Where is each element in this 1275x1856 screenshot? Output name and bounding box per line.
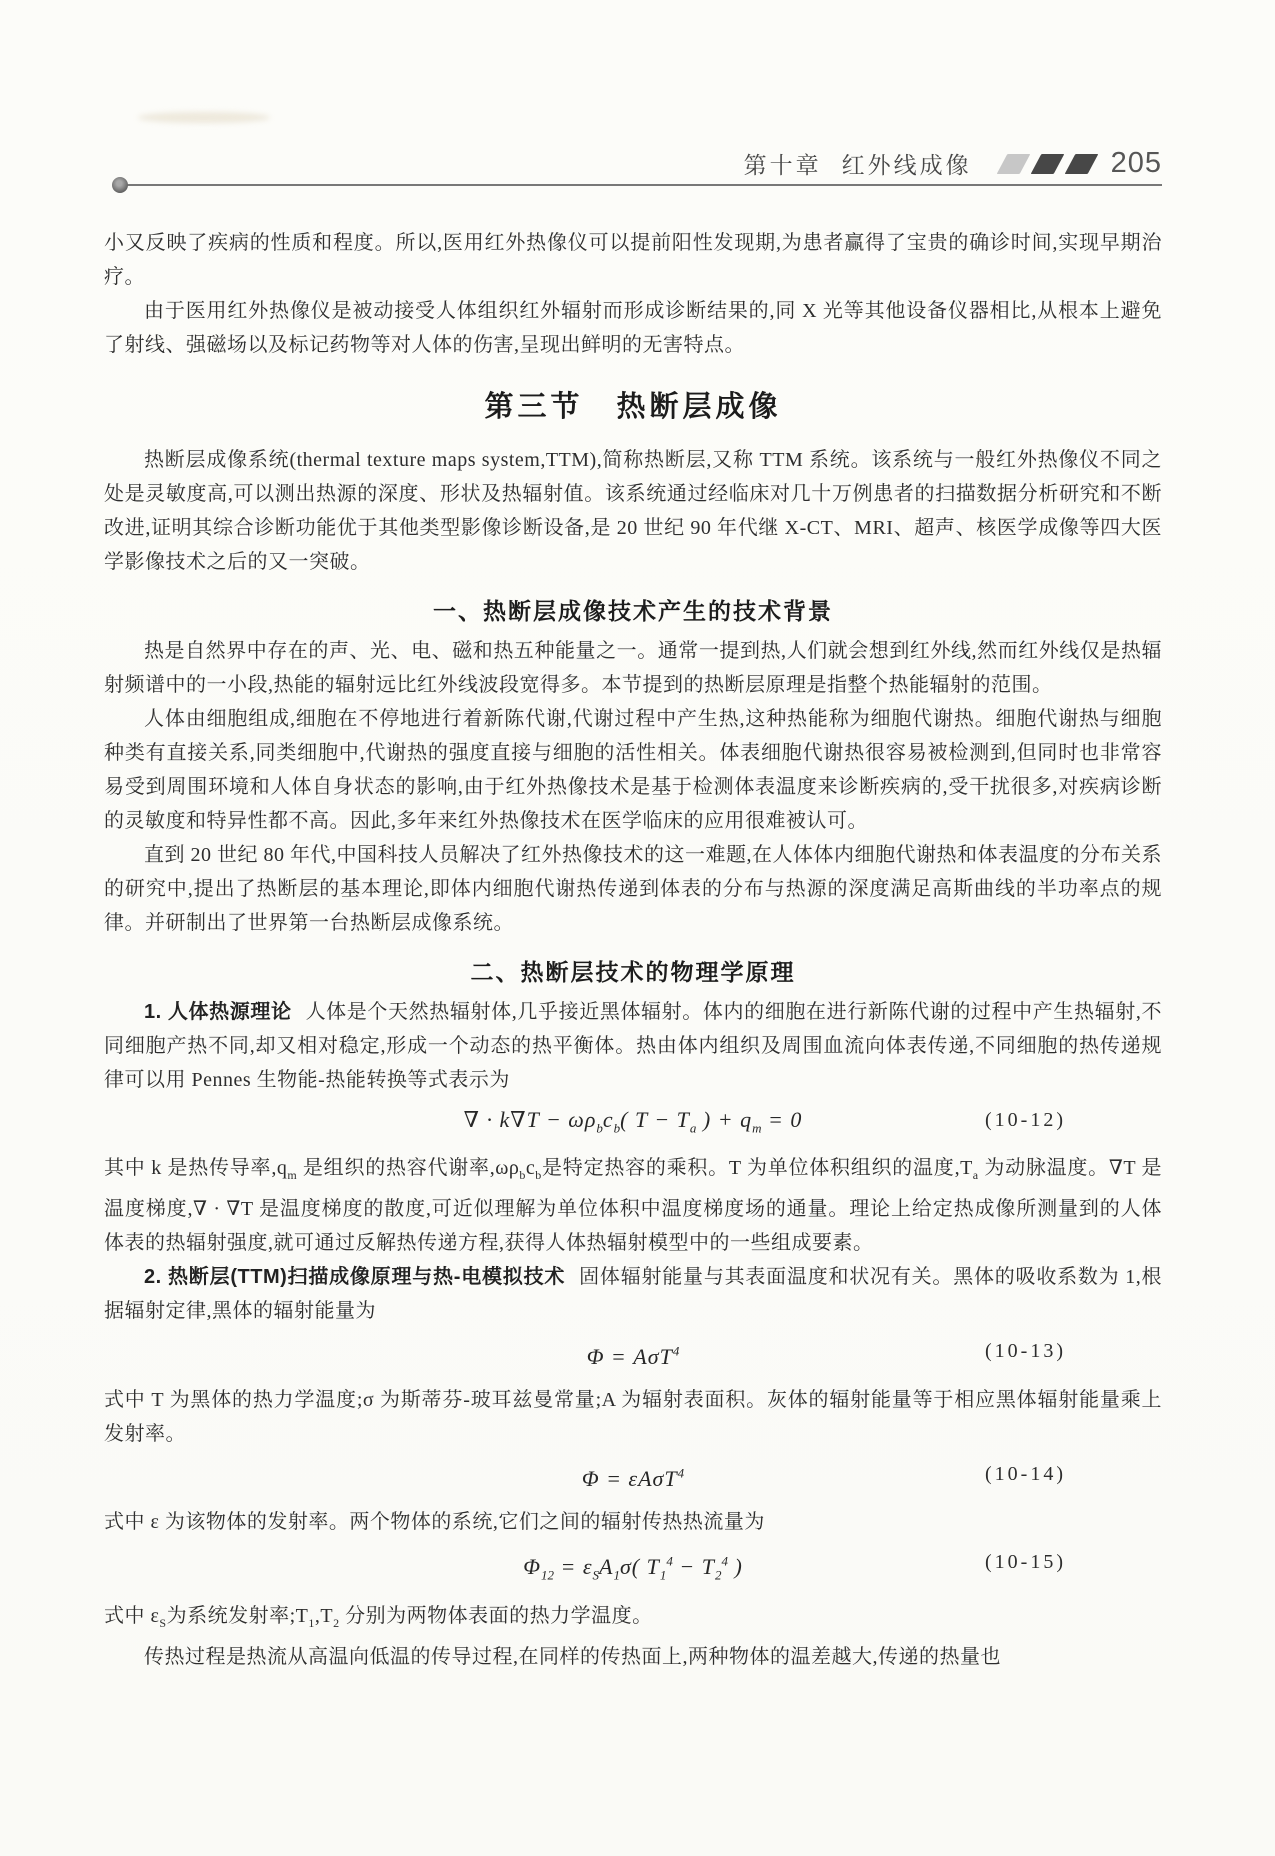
equation-number: (10-12) <box>985 1109 1066 1131</box>
slash-mark-icon <box>1064 154 1098 174</box>
paragraph-numbered-1 <box>104 995 1162 1097</box>
equation-row <box>104 1543 1162 1595</box>
paragraph: 由于医用红外热像仪是被动接受人体组织红外辐射而形成诊断结果的,同 X 光等其他设备仪器相比,从根本上避免了射线、强磁场以及标记药物等对人体的伤害,呈现出鲜明的无害特点。 <box>104 300 1162 356</box>
subsection-heading-2: 二、热断层技术的物理学原理 <box>470 959 796 985</box>
equation-row <box>104 1101 1162 1147</box>
paragraph-text: 固体辐射能量与其表面温度和状况有关。黑体的吸收系数为 1,根据辐射定律,黑体的辐射能量为 <box>104 1266 1163 1323</box>
paragraph: 热断层成像系统(thermal texture maps system,TTM),简称热断层,又称 TTM 系统。该系统与一般红外热像仪不同之处是灵敏度高,可以测出热源的深度、形状及热辐射值。该系统通过经临床对几十万例患者的扫描数据分析研究和不断改进,证明其综合诊断功能优于其他类型影像诊断设备,是 20 世纪 90 年代继 X-CT、MRI、超声、核医学成像等四大医学影像技术之后的又一突破。 <box>104 449 1162 573</box>
paragraph-formula-explanation: 式中 $\varepsilon_S$为系统发射率$;T_1,T_2$ 分别为两物体表面的热力学温度。 <box>104 1604 653 1630</box>
equation-10-15: $\Phi_{12} = \varepsilon_SA_1\sigma$( $T_1^4 - T_2^4$ ) <box>523 1554 743 1583</box>
equation-number: (10-15) <box>985 1551 1066 1574</box>
paragraph: 人体由细胞组成,细胞在不停地进行着新陈代谢,代谢过程中产生热,这种热能称为细胞代谢热。细胞代谢热与细胞种类有直接关系,同类细胞中,代谢热的强度直接与细胞的活性相关。体表细胞代谢热很容易被检测到,但同时也非常容易受到周围环境和人体自身状态的影响,由于红外热像技术是基于检测体表温度来诊断疾病的,受干扰很多,对疾病诊断的灵敏度和特异性都不高。因此,多年来红外热像技术在医学临床的应用很难被认可。 <box>104 708 1162 832</box>
equation-10-12: ∇ · $k\nabla T - \omega\rho_bc_b$( $T - T_a$ ) + $q_m = 0$ <box>463 1107 803 1136</box>
chapter-section-title: 红外线成像 <box>841 153 972 178</box>
section-heading: 第三节 热断层成像 <box>484 391 782 423</box>
equation-10-13: Φ = AσT$^4$ <box>586 1343 680 1369</box>
paragraph: 热是自然界中存在的声、光、电、磁和热五种能量之一。通常一提到热,人们就会想到红外线,然而红外线仅是热辐射频谱中的一小段,热能的辐射远比红外线波段宽得多。本节提到的热断层原理是指整个热能辐射的范围。 <box>104 640 1162 696</box>
paragraph: 直到 20 世纪 80 年代,中国科技人员解决了红外热像技术的这一难题,在人体体内细胞代谢热和体表温度的分布关系的研究中,提出了热断层的基本理论,即体内细胞代谢热传递到体表的分布与热源的深度满足高斯曲线的半功率点的规律。并研制出了世界第一台热断层成像系统。 <box>104 844 1162 934</box>
header-decoration <box>1002 154 1093 174</box>
equation-row <box>104 1455 1162 1501</box>
equation-row <box>104 1332 1162 1378</box>
paragraph-numbered-2 <box>104 1260 1162 1328</box>
page-header <box>104 146 1162 186</box>
header-bullet-icon <box>112 177 128 193</box>
paragraph-formula-explanation: 其中 k 是热传导率$,q_m$ 是组织的热容代谢率$,\omega\rho_bc_b$是特定热容的乘积。T 为单位体积组织的温度$,T_a$ 为动脉温度。∇T 是温度梯度,∇ · ∇T 是温度梯度的散度,可近似理解为单位体积中温度梯度场的通量。理论上给定热成像所测量到的人体体表的热辐射强度,就可通过反解热传递方程,获得人体热辐射模型中的一些组成要素。 <box>104 1157 1163 1255</box>
paragraph-continuation: 小又反映了疾病的性质和程度。所以,医用红外热像仪可以提前阳性发现期,为患者赢得了宝贵的确诊时间,实现早期治疗。 <box>104 232 1162 288</box>
paragraph-lead-bold: 1. 人体热源理论 <box>144 1001 292 1023</box>
page-number: 205 <box>1110 147 1162 179</box>
paragraph-text: 人体是个天然热辐射体,几乎接近黑体辐射。体内的细胞在进行新陈代谢的过程中产生热辐射,不同细胞产热不同,却又相对稳定,形成一个动态的热平衡体。热由体内组织及周围血流向体表传递,不同细胞的热传递规律可以用 Pennes 生物能-热能转换等式表示为 <box>104 1001 1162 1091</box>
paragraph-lead-bold: 2. 热断层(TTM)扫描成像原理与热-电模拟技术 <box>144 1266 566 1289</box>
chapter-label: 第十章 <box>743 153 822 178</box>
equation-number: (10-14) <box>985 1462 1066 1485</box>
paragraph-formula-explanation: 式中 ε 为该物体的发射率。两个物体的系统,它们之间的辐射传热热流量为 <box>104 1511 765 1534</box>
equation-number: (10-13) <box>985 1340 1066 1363</box>
subsection-heading-1: 一、热断层成像技术产生的技术背景 <box>433 598 833 624</box>
paragraph: 传热过程是热流从高温向低温的传导过程,在同样的传热面上,两种物体的温差越大,传递的热量也 <box>144 1645 1001 1668</box>
scan-smudge <box>138 112 270 123</box>
paragraph-formula-explanation: 式中 T 为黑体的热力学温度;σ 为斯蒂芬-玻耳兹曼常量;A 为辐射表面积。灰体的辐射能量等于相应黑体辐射能量乘上发射率。 <box>104 1388 1162 1445</box>
header-rule <box>116 184 1162 186</box>
slash-mark-icon <box>1030 154 1064 174</box>
equation-10-14: Φ = εAσT$^4$ <box>581 1465 685 1492</box>
page-body <box>104 226 1162 1674</box>
slash-mark-icon <box>996 154 1030 174</box>
running-head <box>744 147 1162 180</box>
